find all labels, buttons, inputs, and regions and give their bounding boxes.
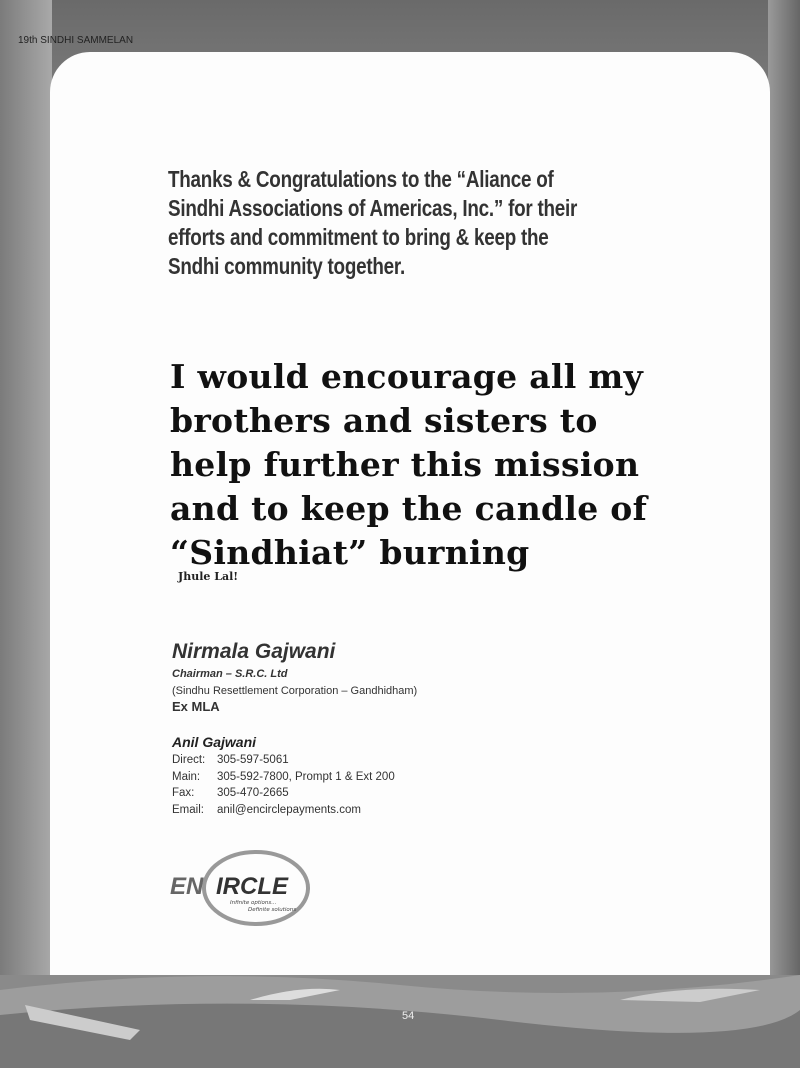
value: 305-592-7800, Prompt 1 & Ext 200 [217, 770, 395, 783]
label: Email: [172, 803, 204, 816]
label: Main: [172, 770, 201, 783]
jhule-lal: Jhule Lal! [178, 570, 239, 583]
signatory-title: Chairman – S.R.C. Ltd [172, 668, 288, 680]
background-photo-left [0, 0, 52, 1068]
signatory-extra: Ex MLA [172, 699, 220, 714]
svg-text:Definite solutions: Definite solutions [248, 907, 297, 913]
label: Direct: [172, 754, 206, 766]
contact-details [172, 752, 395, 818]
contact-row [172, 785, 395, 802]
quote: I would encourage all my brothers and sisters to help further this mission and to keep the candle of “Sindhiat” burning [170, 357, 648, 572]
signatory-name: Nirmala Gajwani [172, 640, 336, 663]
value: 305-470-2665 [217, 787, 289, 799]
value: 305-597-5061 [217, 754, 289, 766]
contact-row [172, 769, 395, 786]
running-header: 19th SINDHI SAMMELAN [18, 35, 134, 46]
svg-text:IRCLE: IRCLE [216, 873, 288, 900]
thanks-message: Thanks & Congratulations to the “Aliance of Sindhi Associations of Americas, Inc.” for their efforts and commitment to bring & keep the Sndhi community together. [168, 166, 578, 279]
contact-row [172, 802, 395, 819]
signatory-org: (Sindhu Resettlement Corporation – Gandhidham) [172, 685, 418, 697]
svg-text:EN: EN [170, 873, 204, 900]
decorative-wave [0, 960, 800, 1068]
contact-row [172, 752, 395, 769]
svg-text:Infinite options...: Infinite options... [230, 900, 277, 906]
contact-name: Anil Gajwani [172, 734, 257, 750]
label: Fax: [172, 787, 195, 799]
value: anil@encirclepayments.com [217, 803, 361, 816]
encircle-logo [168, 850, 318, 930]
page-number: 54 [402, 1010, 415, 1022]
background-photo-right [768, 0, 800, 1068]
